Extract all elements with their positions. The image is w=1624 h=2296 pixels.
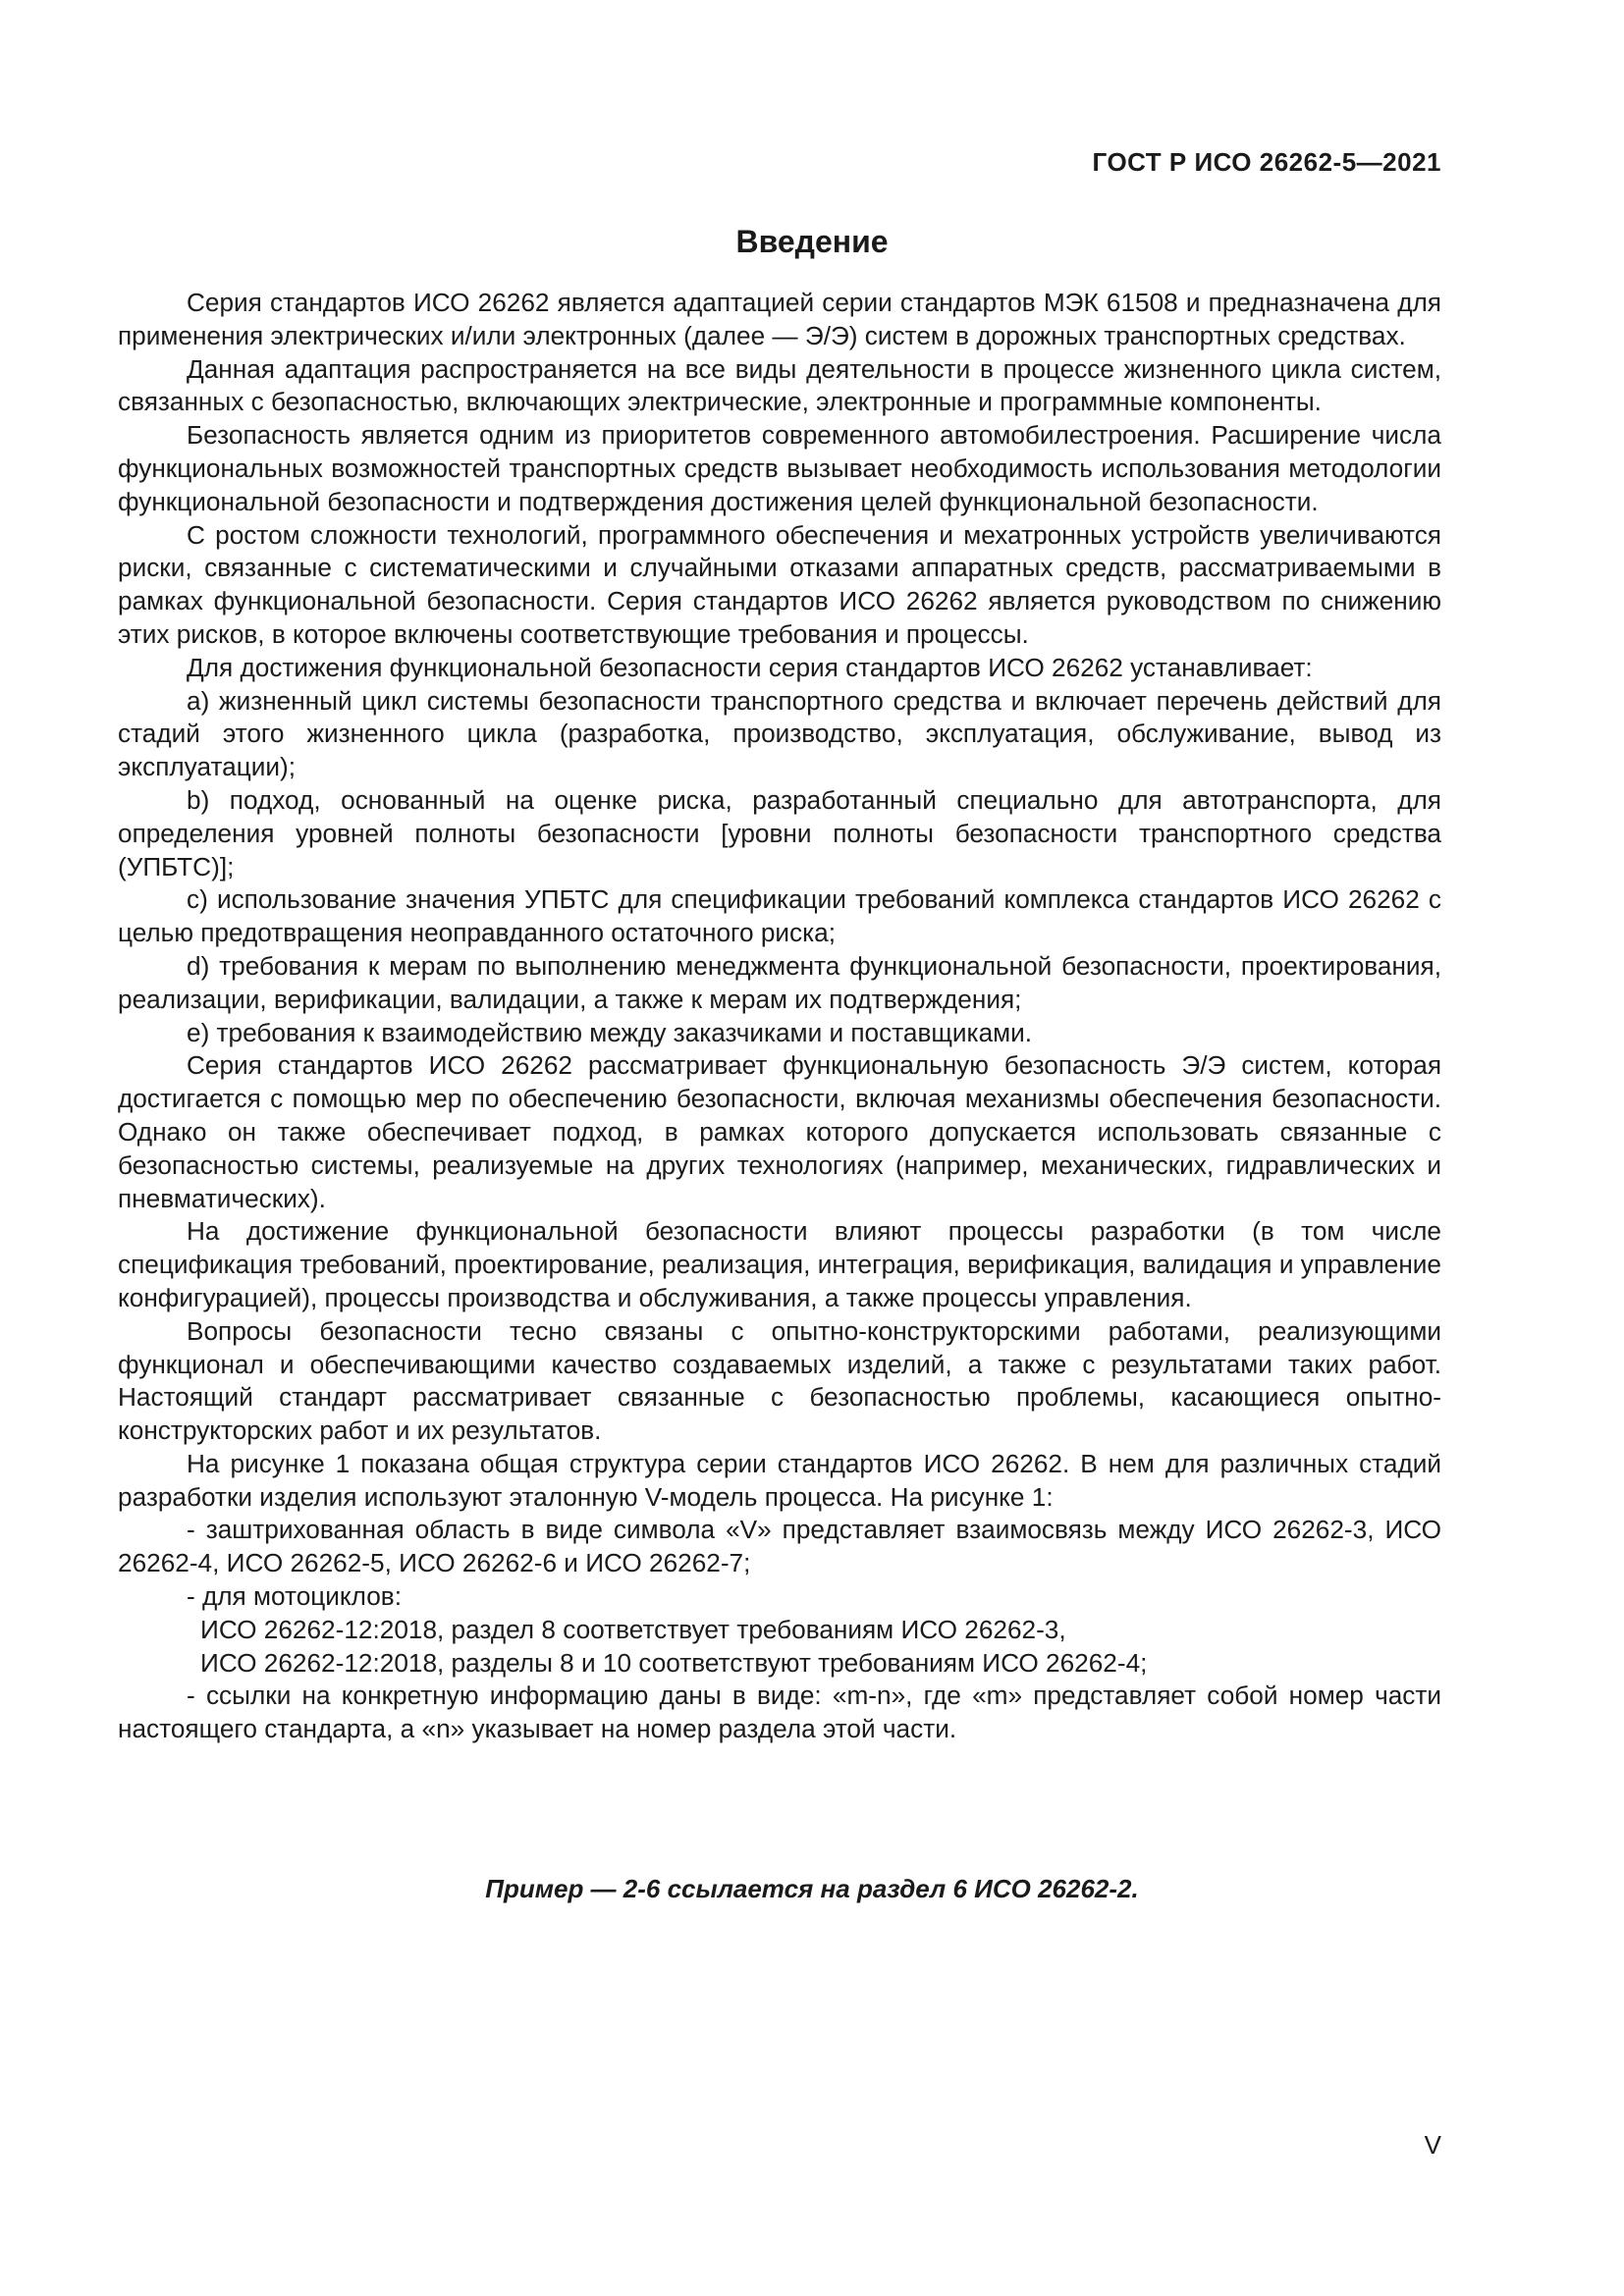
paragraph: Серия стандартов ИСО 26262 рассматривает функциональную безопасность Э/Э систем, которая достигается с помощью мер по обеспечению безопасности, включая механизмы обеспечения безопасности. Однако он также обеспечивает подход, в рамках которого допускается использовать связанные с безопасностью системы, реализуемые на других технологиях (например, механических, гидравлических и пневматических). <box>118 1050 1441 1213</box>
dash-item: - заштрихованная область в виде символа «V» представляет взаимосвязь между ИСО 26262-3, ИСО 26262-4, ИСО 26262-5, ИСО 26262-6 и ИСО 26262-7; <box>118 1515 1441 1578</box>
list-item-d: d) требования к мерам по выполнению менеджмента функциональной безопасности, проектирования, реализации, верификации, валидации, а также к мерам их подтверждения; <box>118 950 1441 1014</box>
paragraph: Данная адаптация распространяется на все виды деятельности в процессе жизненного цикла систем, связанных с безопасностью, включающих электрические, электронные и программные компоненты. <box>118 353 1441 417</box>
dash-item: - для мотоциклов: <box>187 1581 402 1612</box>
document-number: ГОСТ Р ИСО 26262-5—2021 <box>1092 147 1441 177</box>
dash-item: - ссылки на конкретную информацию даны в виде: «m-n», где «m» представляет собой номер части настоящего стандарта, а «n» указывает на номер раздела этой части. <box>118 1681 1441 1744</box>
body-text <box>118 287 1441 1746</box>
paragraph: Для достижения функциональной безопасности серия стандартов ИСО 26262 устанавливает: <box>187 652 1313 682</box>
page-number: V <box>1424 2130 1441 2160</box>
list-item-a: a) жизненный цикл системы безопасности транспортного средства и включает перечень действий для стадий этого жизненного цикла (разработка, производство, эксплуатация, обслуживание, вывод из эксплуатации); <box>118 685 1441 782</box>
paragraph: С ростом сложности технологий, программного обеспечения и мехатронных устройств увеличиваются риски, связанные с систематическими и случайными отказами аппаратных средств, рассматриваемыми в рамках функциональной безопасности. Серия стандартов ИСО 26262 является руководством по снижению этих рисков, в которое включены соответствующие требования и процессы. <box>118 519 1441 649</box>
paragraph: На достижение функциональной безопасности влияют процессы разработки (в том числе спецификация требований, проектирование, реализация, интеграция, верификация, валидация и управление конфигурацией), процессы производства и обслуживания, а также процессы управления. <box>118 1216 1441 1312</box>
paragraph: На рисунке 1 показана общая структура серии стандартов ИСО 26262. В нем для различных стадий разработки изделия используют эталонную V-модель процесса. На рисунке 1: <box>118 1448 1441 1512</box>
motorcycle-subitem: ИСО 26262-12:2018, раздел 8 соответствует требованиям ИСО 26262-3, <box>200 1614 1066 1644</box>
example-note: Пример — 2-6 ссылается на раздел 6 ИСО 26262-2. <box>485 1874 1139 1903</box>
paragraph: Безопасность является одним из приоритетов современного автомобилестроения. Расширение числа функциональных возможностей транспортных средств вызывает необходимость использования методологии функциональной безопасности и подтверждения достижения целей функциональной безопасности. <box>118 420 1441 516</box>
paragraph: Серия стандартов ИСО 26262 является адаптацией серии стандартов МЭК 61508 и предназначена для применения электрических и/или электронных (далее — Э/Э) систем в дорожных транспортных средствах. <box>118 288 1441 350</box>
paragraph: Вопросы безопасности тесно связаны с опытно-конструкторскими работами, реализующими функционал и обеспечивающими качество создаваемых изделий, а также с результатами таких работ. Настоящий стандарт рассматривает связанные с безопасностью проблемы, касающиеся опытно-конструкторских работ и их результатов. <box>118 1315 1441 1446</box>
section-title: Введение <box>735 224 889 259</box>
motorcycle-subitem: ИСО 26262-12:2018, разделы 8 и 10 соответствуют требованиям ИСО 26262-4; <box>200 1647 1148 1678</box>
list-item-b: b) подход, основанный на оценке риска, разработанный специально для автотранспорта, для определения уровней полноты безопасности [уровни полноты безопасности транспортного средства (УПБТС)]; <box>118 784 1441 881</box>
list-item-e: e) требования к взаимодействию между заказчиками и поставщиками. <box>187 1017 1033 1047</box>
list-item-c: c) использование значения УПБТС для спецификации требований комплекса стандартов ИСО 26262 с целью предотвращения неоправданного остаточного риска; <box>118 884 1441 948</box>
